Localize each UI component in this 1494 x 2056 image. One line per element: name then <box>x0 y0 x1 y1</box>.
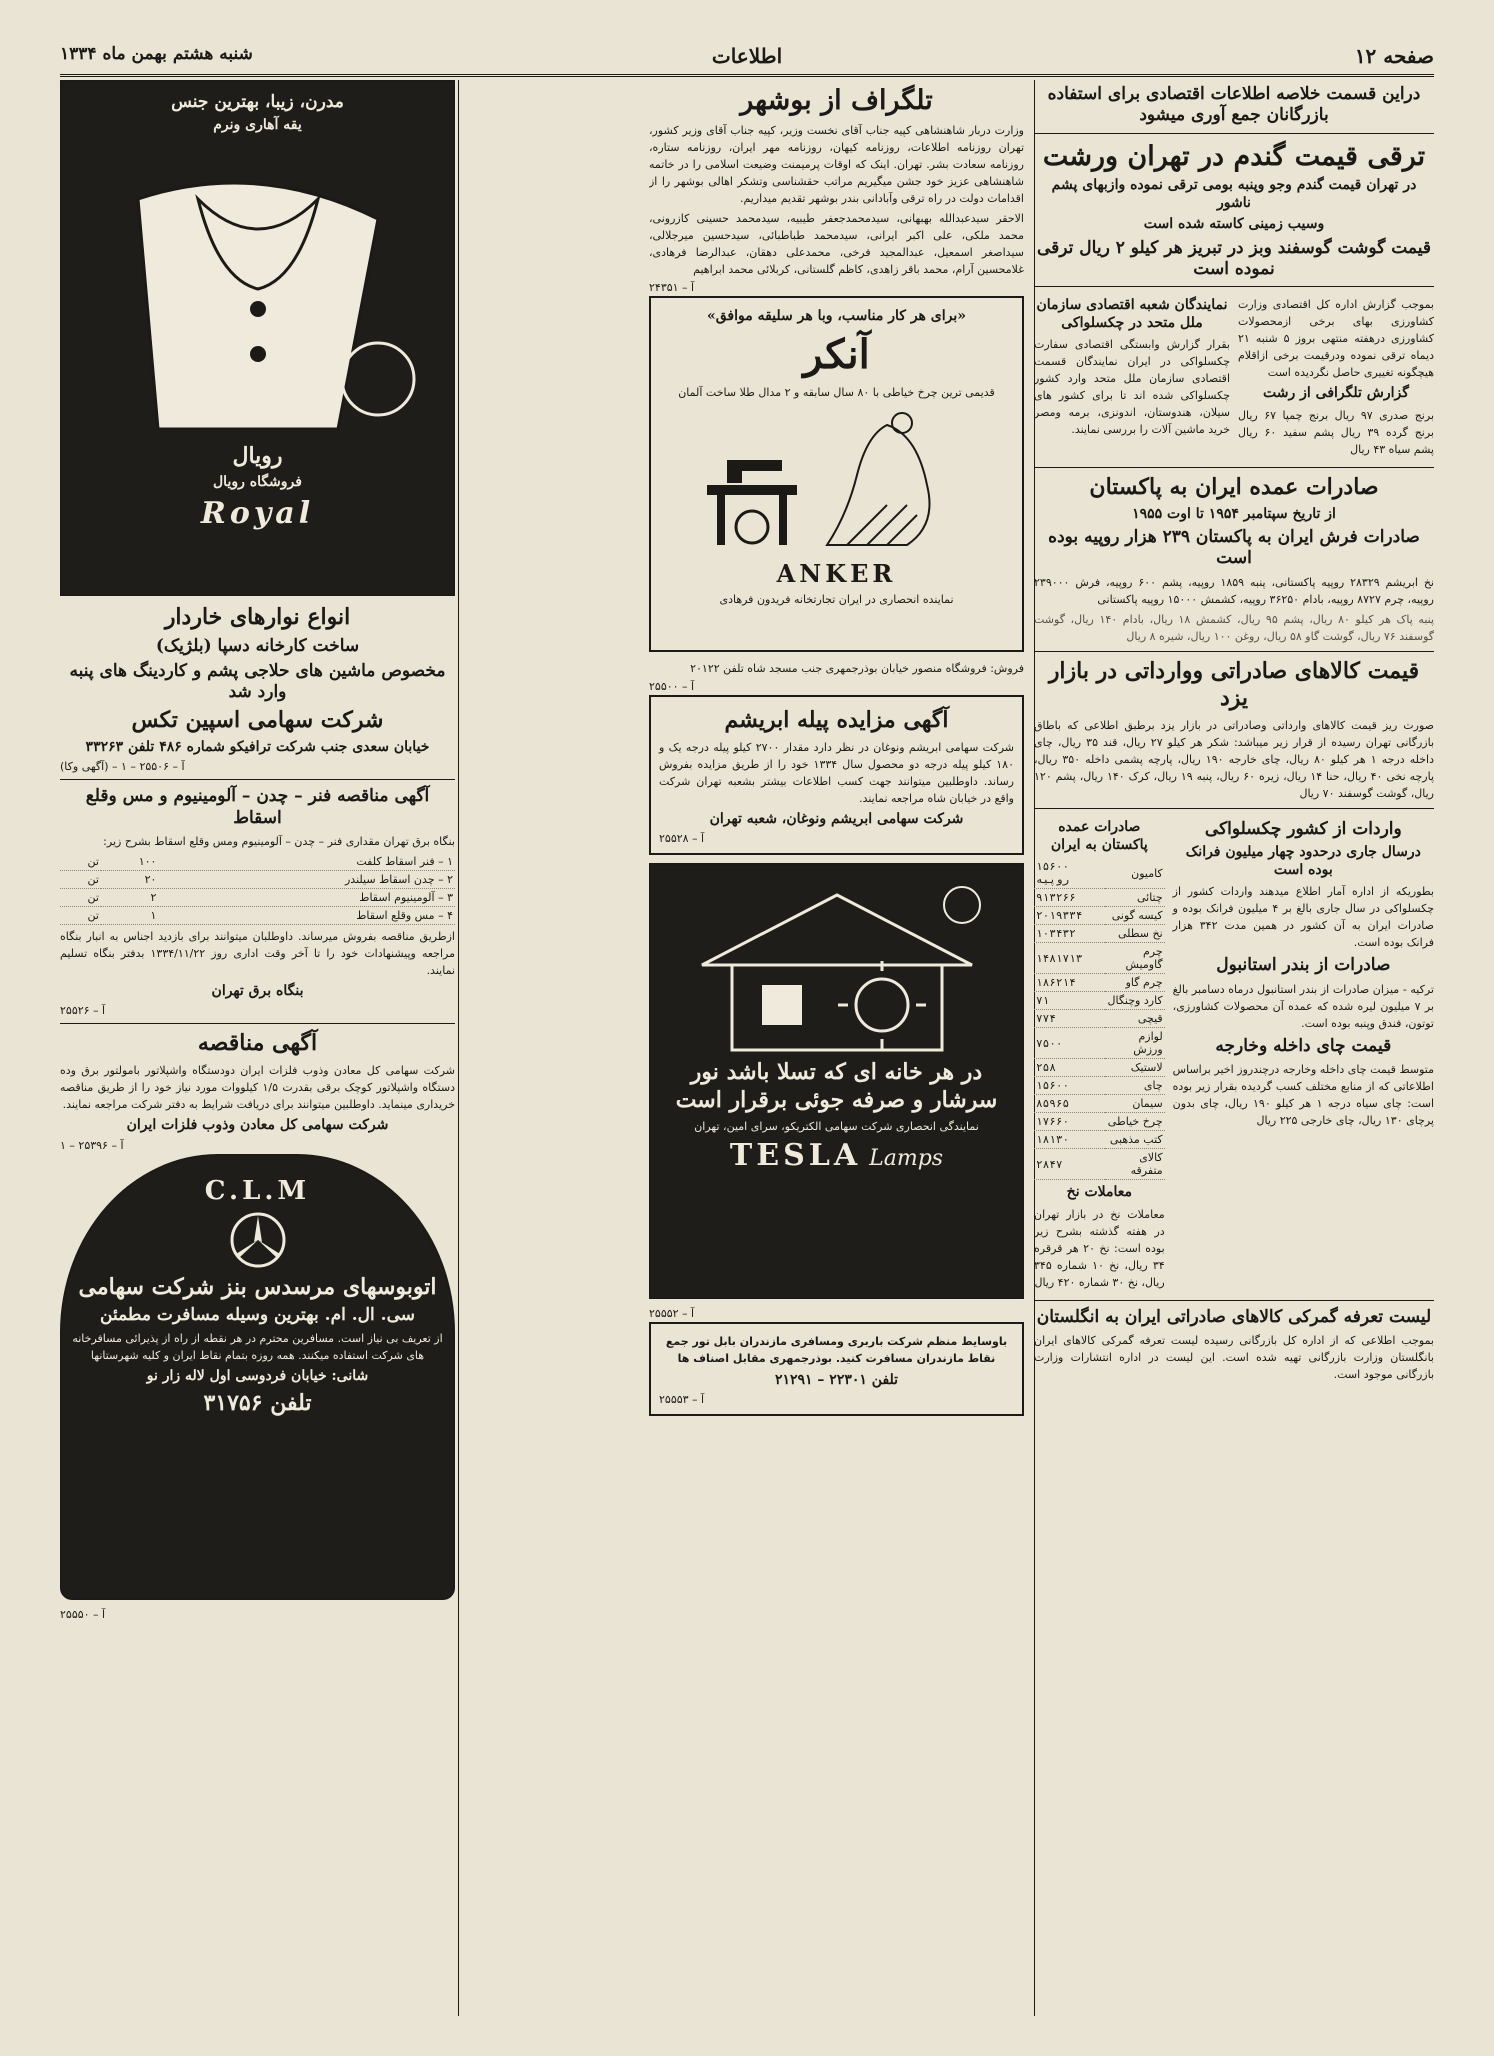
bushehr-signatories: الاحقر سیدعبدالله بهبهانی، سیدمحمدجعفر طیبیه، سیدمحمد حسینی کازرونی، محمد ملکی، علی اکبر ایرانی، سیدمحمد طباطبائی، سیدحسین میرجلالی، سیداصغر اسمعیل، عبدالمجید فرخی، محمدعلی دهقان، عبدالرضا فرهادی، غلامحسین آرام، محمد باقر زاهدی، کاظم گلستانی، کربلائی محمد ابراهیم <box>649 211 1024 277</box>
divider <box>1034 467 1434 468</box>
barbed-headline: انواع نوارهای خاردار <box>164 604 351 630</box>
tender-item-name: ۳ – آلومینیوم اسقاط <box>158 888 455 906</box>
royal-shop: فروشگاه رویال <box>213 474 302 491</box>
pakistan-item-row <box>1034 889 1165 907</box>
pakistan-item-row <box>1034 1010 1165 1028</box>
anker-description: قدیمی ترین چرخ خیاطی با ۸۰ سال سابقه و ۲ مدال طلا ساخت آلمان <box>678 385 995 399</box>
tesla-ad <box>649 863 1024 1299</box>
mazandaran-bus-ad <box>649 1322 1024 1416</box>
yarn-headline: معاملات نخ <box>1066 1184 1133 1201</box>
tesla-slogan: در هر خانه ای که تسلا باشد نور سرشار و صرفه جوئی برقرار است <box>675 1059 998 1113</box>
tender2-text: شرکت سهامی کل معادن وذوب فلزات ایران دودستگاه واشپلاتور بامولتور برق وده دستگاه واشپلاتور کوچک برقی بقدرت ۱/۵ کیلووات مورد نیاز خود را از طریق مناقصه خریداری مینماید. داوطلبین میتوانند برای دریافت شرایط به دفتر شرکت مراجعه نمایند. <box>60 1063 455 1112</box>
tariff-headline: لیست تعرفه گمرکی کالاهای صادراتی ایران به انگلستان <box>1036 1306 1432 1327</box>
tehran-report-text: بموجب گزارش اداره کل اقتصادی وزارت کشاورزی بهای برخی ازمحصولات کشاورزی درهفته منتهی بروز ۵ شنبه ۲۱ دیماه ترقی نموده ودرقیمت برخی ازاقلام هیچگونه تغییری حاصل نگردیده است <box>1238 298 1434 380</box>
pakistan-item-row <box>1034 943 1165 974</box>
istanbul-headline: صادرات از بندر استانبول <box>1216 955 1391 976</box>
silk-text: شرکت سهامی ابریشم ونوغان در نظر دارد مقدار ۲۷۰۰ کیلو پیله درجه یک و ۱۸۰ کیلو پیله درجه دو محصول سال ۱۳۳۴ خود را از طریق مزایده بفروش رساند. داوطلبین میتوانند جهت کسب اطلاعات بیشتر بشعبه تهران شرکت واقع در خیابان شاه مراجعه نمایند. <box>659 740 1014 805</box>
pakistan-items-table <box>1034 858 1165 1180</box>
wheat-headline: ترقی قیمت گندم در تهران ورشت <box>1042 140 1426 172</box>
tender-item-row <box>60 853 455 871</box>
un-report <box>1034 293 1230 461</box>
yazd-trade-text: صورت ریز قیمت کالاهای وارداتی وصادراتی در بازار یزد برطبق اطلاعی که باطاق بازرگانی تهران رسیده از قرار زیر میباشد: شکر هر کیلو ۲۷ ریال، قند ۳۵ ریال، چای داخله درجه ۱ هر کیلو ۸۰ ریال، چای خارجه ۱۹۰ ریال، پارچه پشمی داخله ۳۵۰ ریال، پارچه نخی ۴۰ ریال، حنا ۱۴ ریال، زیره ۶۰ ریال، پنبه ۱۹ ریال، کرک ۱۴۰ ریال، پشم ۱۲۰ ریال، گوشت گوسفند ۷۰ ریال <box>1034 718 1434 800</box>
czech-headline: واردات از کشور چکسلواکی <box>1204 819 1402 840</box>
tender-item-row <box>60 906 455 924</box>
tesla-logo <box>659 1138 1014 1173</box>
pakistan-export-headline: صادرات عمده ایران به پاکستان <box>1089 474 1379 501</box>
ad-reference: آ – ۲۵۵۲۶ <box>60 1004 106 1018</box>
tender-item-qty: ۲ <box>101 888 159 906</box>
middle-column <box>649 80 1024 2016</box>
pakistan-item-name: کیسه گونی <box>1105 907 1164 925</box>
barbed-subheadline: ساخت کارخانه دسپا (بلژیک) <box>155 635 360 656</box>
meat-headline: قیمت گوشت گوسفند وبز در تبریز هر کیلو ۲ ریال ترقی نموده است <box>1036 237 1431 279</box>
tender1-signature: بنگاه برق تهران <box>211 982 304 999</box>
pakistan-item-name: سیمان <box>1105 1095 1164 1113</box>
pakistan-item-name: لوازم ورزش <box>1105 1028 1164 1059</box>
ad-reference: آ – ۲۵۵۵۲ <box>649 1307 695 1321</box>
pakistan-item-row <box>1034 1028 1165 1059</box>
tender-item-row <box>60 888 455 906</box>
pakistan-item-row <box>1034 1077 1165 1095</box>
pakistan-item-value: ۱۵۶۰۰ روپیه <box>1034 858 1105 889</box>
tender-item-qty: ۱۰۰ <box>101 853 159 871</box>
pakistan-item-row <box>1034 907 1165 925</box>
tender1-headline: آگهی مناقصه فنر – چدن – آلومینیوم و مس وقلع اسقاط <box>85 786 430 828</box>
divider <box>60 1023 455 1024</box>
barbed-company: شرکت سهامی اسپین تکس <box>131 707 384 734</box>
carpet-headline: صادرات فرش ایران به پاکستان ۲۳۹ هزار روپیه بوده است <box>1048 527 1420 569</box>
royal-subslogan: یقه آهاری ونرم <box>213 117 302 134</box>
pakistan-item-value: ۷۷۴ <box>1034 1010 1105 1028</box>
page-header <box>60 40 1434 77</box>
tender-item-name: ۴ – مس وقلع اسقاط <box>158 906 455 924</box>
clm-address: شانی: خیابان فردوسی اول لاله زار نو <box>146 1368 369 1385</box>
tender1-intro: بنگاه برق تهران مقداری فنر – چدن – آلومینیوم ومس وقلع اسقاط بشرح زیر: <box>103 834 455 848</box>
pakistan-item-name: چرم گاومیش <box>1105 943 1164 974</box>
tender-item-name: ۱ – فنر اسقاط کلفت <box>158 853 455 871</box>
column-rule <box>458 80 459 2016</box>
divider <box>1034 286 1434 287</box>
news-row <box>1034 293 1434 461</box>
barbed-text: مخصوص ماشین های حلاجی پشم و کاردینگ های پنبه وارد شد <box>69 660 446 702</box>
pakistan-item-value: ۱۴۸۱۷۱۳ <box>1034 943 1105 974</box>
ad-reference: آ – ۲۵۵۰۶ – ۱ – (آگهی وکا) <box>60 760 185 774</box>
clm-headline: اتوبوسهای مرسدس بنز شرکت سهامی <box>78 1273 437 1300</box>
ad-reference: آ – ۲۵۵۰۰ <box>649 680 695 694</box>
pakistan-item-name: قیچی <box>1105 1010 1164 1028</box>
pakistan-item-name: چرخ خیاطی <box>1105 1113 1164 1131</box>
clm-bus-ad <box>60 1154 455 1600</box>
pakistan-item-value: ۱۸۱۳۰ <box>1034 1131 1105 1149</box>
czech-subheadline: درسال جاری درحدود چهار میلیون فرانک بوده است <box>1185 844 1421 878</box>
anker-brand: ANKER <box>776 558 897 588</box>
pakistan-item-value: ۱۸۶۲۱۴ <box>1034 974 1105 992</box>
tea-text: متوسط قیمت چای داخله وخارجه درچندروز اخیر براساس اطلاعاتی که از منابع مختلف کسب گردیده بقرار زیر بوده است: چای سیاه درجه ۱ هر کیلو ۱۹۰ ریال، چای بدون پرچای ۱۳۰ ریال، چای خارجی ۲۲۵ ریال <box>1172 1063 1434 1128</box>
tesla-lamps: Lamps <box>869 1146 944 1172</box>
pakistan-item-row <box>1034 1095 1165 1113</box>
pakistan-item-value: ۲۰۱۹۳۳۴ <box>1034 907 1105 925</box>
tea-headline: قیمت چای داخله وخارجه <box>1215 1035 1392 1056</box>
pakistan-item-value: ۲۵۸ <box>1034 1059 1105 1077</box>
mercedes-star-icon <box>228 1210 288 1270</box>
pakistan-item-name: کارد وچنگال <box>1105 992 1164 1010</box>
rasht-text: برنج صدری ۹۷ ریال برنج چمپا ۶۷ ریال برنج گرده ۳۹ ریال پشم سفید ۶۰ ریال پشم سیاه ۴۳ ریال <box>1238 408 1434 457</box>
pakistan-item-name: نخ سطلی <box>1105 925 1164 943</box>
royal-slogan: مدرن، زیبا، بهترین جنس <box>171 92 344 112</box>
tender2-headline: آگهی مناقصه <box>197 1030 318 1057</box>
tesla-brand: TESLA <box>729 1138 862 1174</box>
un-text: بقرار گزارش وابستگی اقتصادی سفارت چکسلواکی در ایران نمایندگان قسمت اقتصادی سازمان ملل متحد وارد کشور چکسلواکی شده اند تا برای کشور های سیلان، هندوستان، اندونزی، برمه ومصر خرید ماشین آلات را بررسی نمایند. <box>1034 338 1230 437</box>
sewing-machine-illustration <box>687 405 987 555</box>
divider <box>1034 1300 1434 1301</box>
tender-item-unit: تن <box>60 906 101 924</box>
pakistan-item-value: ۷۵۰۰ <box>1034 1028 1105 1059</box>
issue-date: شنبه هشتم بهمن ماه ۱۳۳۴ <box>60 44 253 64</box>
ad-reference: آ – ۲۵۵۵۰ <box>60 1607 106 1621</box>
czech-text: بطوریکه از اداره آمار اطلاع میدهند واردات کشور از چکسلواکی در سال جاری بالغ بر ۴ میلیون فرانک بوده و صادرات ایران به آن کشور در همین مدت ۳۴۲ هزار فرانک بوده است. <box>1172 885 1434 950</box>
tender2-signature: شرکت سهامی کل معادن وذوب فلزات ایران <box>126 1117 389 1134</box>
ad-reference: آ – ۲۵۳۹۶ – ۱ <box>60 1138 124 1152</box>
pakistan-item-row <box>1034 925 1165 943</box>
istanbul-text: ترکیه - میزان صادرات از بندر استانبول درماه دسامبر بالغ بر ۷ میلیون لیره شده که عمده آن محصولات کشاورزی، توتون، فندق وپنبه بوده است. <box>1172 982 1434 1030</box>
tender1-text: ازطریق مناقصه بفروش میرساند. داوطلبان میتوانند برای بازدید اجناس به انبار بنگاه مراجعه وپیشنهادات خود را تا آخر وقت اداری روز ۱۳۳۴/۱۱/۲۲ بدفتر بنگاه تسلیم نمایند. <box>60 929 455 977</box>
ad-reference: آ – ۲۴۳۵۱ <box>649 281 695 295</box>
ad-reference: آ – ۲۵۵۲۸ <box>659 832 705 846</box>
pakistan-item-name: کتب مذهبی <box>1105 1131 1164 1149</box>
tender-item-row <box>60 870 455 888</box>
tender-item-unit: تن <box>60 870 101 888</box>
tesla-agent: نمایندگی انحصاری شرکت سهامی الکتریکو، سرای امین، تهران <box>694 1120 979 1134</box>
bushehr-headline: تلگراف از بوشهر <box>740 85 933 116</box>
pakistan-item-name: کالای متفرقه <box>1105 1149 1164 1180</box>
yarn-text: معاملات نخ در بازار تهران در هفته گذشته بشرح زیر بوده است: نخ ۲۰ هر قرقره ۳۴ ریال، نخ ۱۰ شماره ۳۴۵ ریال، نخ ۳۰ شماره ۴۲۰ ریال <box>1034 1207 1165 1289</box>
scrap-tender-ad <box>60 786 455 1017</box>
tender1-items-table <box>60 853 455 925</box>
anker-ad <box>649 296 1024 652</box>
clm-name: سی. ال. ام. بهترین وسیله مسافرت مطمئن <box>100 1305 415 1326</box>
economic-news-column <box>1034 80 1434 2016</box>
yazd-trade-headline: قیمت کالاهای صادراتی ووارداتی در بازار یزد <box>1048 657 1420 712</box>
pakistan-item-name: لاستیک <box>1105 1059 1164 1077</box>
tehran-report <box>1238 293 1434 461</box>
pakistan-item-row <box>1034 1131 1165 1149</box>
pakistan-item-name: چای <box>1105 1077 1164 1095</box>
ad-reference: آ – ۲۵۵۵۳ <box>659 1393 705 1406</box>
anker-name: آنکر <box>803 330 870 378</box>
pakistan-item-value: ۱۵۶۰۰ <box>1034 1077 1105 1095</box>
news-row <box>1034 815 1434 1294</box>
divider <box>1034 808 1434 809</box>
un-headline: نمایندگان شعبه اقتصادی سازمان ملل متحد در چکسلواکی <box>1036 297 1228 331</box>
royal-brand: Royal <box>200 495 315 531</box>
pakistan-import-list <box>1034 815 1165 1294</box>
silk-auction-ad <box>649 695 1024 855</box>
divider <box>60 779 455 780</box>
pakistan-item-name: چرم گاو <box>1105 974 1164 992</box>
newspaper-name: اطلاعات <box>711 44 783 68</box>
pakistan-list-title: صادرات عمده پاکستان به ایران <box>1050 819 1148 853</box>
bushehr-text: وزارت دربار شاهنشاهی کپیه جناب آقای نخست وزیر، کپیه جناب آقای وزیر کشور، تهران روزنامه اطلاعات، روزنامه کیهان، روزنامه مهر ایران، روزنامه ستاره، روزنامه سعادت بشر. تهران. اینک که اوقات پرمیمنت وضیعت اسلامی را در خاتمه شاهنشاهی عزیز خود جشن میگیریم مراتب حقشناسی وتشکر اهالی بوشهر را از اقدامات دولت در راه ترقی وآبادانی بندر بوشهر تقدیم میداریم. <box>649 123 1024 205</box>
pakistan-item-name: چتائی <box>1105 889 1164 907</box>
bus-text: باوسایط منظم شرکت باربری ومسافری مازندران بابل تور جمع نقاط مازندران مسافرت کنید. بوذرجمهری مقابل اصناف ها <box>665 1335 1008 1366</box>
anker-agent: نماینده انحصاری در ایران تجارتخانه فریدون فرهادی <box>719 592 954 606</box>
tesla-house-illustration <box>672 875 1002 1055</box>
pakistan-export-dates: از تاریخ سپتامبر ۱۹۵۴ تا اوت ۱۹۵۵ <box>1132 505 1336 522</box>
pakistan-item-name: کامیون <box>1105 858 1164 889</box>
barbed-address: خیابان سعدی جنب شرکت ترافیکو شماره ۴۸۶ تلفن ۳۳۲۶۳ <box>85 738 430 755</box>
royal-shirt-ad <box>60 80 455 596</box>
anker-shop: فروش: فروشگاه منصور خیابان بوذرجمهری جنب مسجد شاه تلفن ۲۰۱۲۲ <box>690 662 1024 676</box>
tabriz-prices: پنبه پاک هر کیلو ۸۰ ریال، پشم ۹۵ ریال، کشمش ۱۸ ریال، بادام ۱۴۰ ریال، گوشت گوسفند ۷۶ ریال، گوشت گاو ۵۸ ریال، روغن ۱۰۰ ریال، شیره ۸ ریال <box>1034 612 1434 643</box>
silk-headline: آگهی مزایده پیله ابریشم <box>724 707 949 734</box>
tender-item-unit: تن <box>60 853 101 871</box>
wheat-subheadline: در تهران قیمت گندم وجو وپنبه بومی ترقی نموده وازبهای پشم ناشور <box>1051 177 1417 211</box>
pakistan-item-value: ۲۸۴۷ <box>1034 1149 1105 1180</box>
clm-logo: C.L.M <box>204 1175 311 1206</box>
mining-tender-ad <box>60 1030 455 1151</box>
pakistan-item-row <box>1034 1149 1165 1180</box>
bus-phone: تلفن ۲۲۳۰۱ – ۲۱۲۹۱ <box>774 1371 899 1388</box>
tender-item-qty: ۱ <box>101 906 159 924</box>
tender-item-name: ۲ – چدن اسقاط سیلندر <box>158 870 455 888</box>
pakistan-item-value: ۷۱ <box>1034 992 1105 1010</box>
shirt-collar-illustration <box>78 139 438 439</box>
divider <box>1034 133 1434 134</box>
tender-item-unit: تن <box>60 888 101 906</box>
pakistan-item-value: ۸۵۹۶۵ <box>1034 1095 1105 1113</box>
clm-text: از تعریف بی نیاز است. مسافرین محترم در هر نقطه از راه از پذیرائی مسافرخانه های شرکت استفاده میکنند. همه روزه بتمام نقاط ایران و کلیه شهرستانها <box>72 1332 443 1363</box>
carpet-text: نخ ابریشم ۲۸۳۲۹ روپیه پاکستانی، پنبه ۱۸۵۹ روپیه، پشم ۶۰۰ روپیه، فرش ۲۳۹۰۰۰ روپیه، چرم ۸۷۲۷ روپیه، بادام ۳۶۲۵۰ روپیه، کشمش ۱۵۰۰۰ روپیه پاکستانی <box>1034 575 1434 606</box>
ads-column <box>60 80 455 2016</box>
pakistan-item-value: ۱۰۳۴۳۲ <box>1034 925 1105 943</box>
divider <box>1034 651 1434 652</box>
silk-signature: شرکت سهامی ابریشم ونوغان، شعبه تهران <box>709 810 964 827</box>
pakistan-item-value: ۱۷۶۶۰ <box>1034 1113 1105 1131</box>
clm-phone: تلفن ۳۱۷۵۶ <box>203 1389 312 1416</box>
pakistan-item-row <box>1034 974 1165 992</box>
tender-item-qty: ۲۰ <box>101 870 159 888</box>
pakistan-item-row <box>1034 1059 1165 1077</box>
pakistan-item-row <box>1034 858 1165 889</box>
barbed-tape-ad <box>60 604 455 773</box>
page-number: صفحه ۱۲ <box>1354 44 1434 68</box>
anker-slogan: «برای هر کار مناسب، وبا هر سلیقه موافق» <box>706 308 967 325</box>
pakistan-item-value: ۹۱۳۲۶۶ <box>1034 889 1105 907</box>
pakistan-item-row <box>1034 992 1165 1010</box>
czech-istanbul-tea <box>1173 815 1434 1294</box>
wheat-subheadline: وسیب زمینی کاسته شده است <box>1143 216 1325 233</box>
lead-kicker: دراین قسمت خلاصه اطلاعات اقتصادی برای استفاده بازرگانان جمع آوری میشود <box>1047 84 1421 126</box>
pakistan-item-row <box>1034 1113 1165 1131</box>
rasht-headline: گزارش تلگرافی از رشت <box>1263 385 1409 402</box>
royal-name: رویال <box>232 442 283 469</box>
tariff-text: بموجب اطلاعی که از اداره کل بازرگانی رسیده لیست تعرفه گمرکی کالاهای ایران بانگلستان وزارت بازرگانی تهیه شده است. این لیست در اداره انتشارات وزارت بازرگانی موجود است. <box>1034 1334 1434 1382</box>
